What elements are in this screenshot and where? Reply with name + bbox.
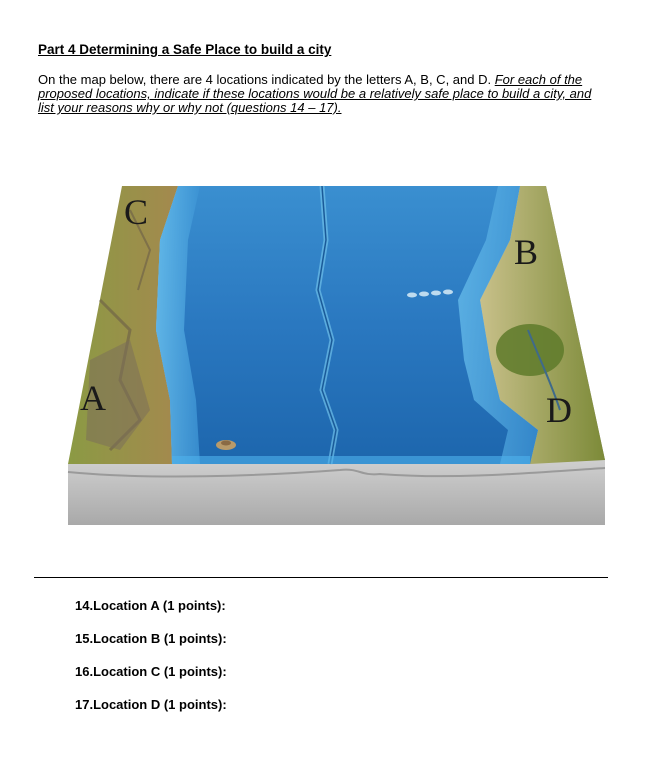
instructions-plain: On the map below, there are 4 locations indicated by the letters A, B, C, and D. <box>38 72 495 87</box>
location-label-b: B <box>514 232 539 272</box>
instructions-paragraph <box>38 73 598 115</box>
ocean-floor-illustration <box>60 180 612 532</box>
section-divider <box>34 577 608 578</box>
page-heading: Part 4 Determining a Safe Place to build a city <box>38 42 332 57</box>
volcano-peak <box>221 441 231 446</box>
location-label-a: A <box>80 378 106 418</box>
forest-patch <box>496 324 564 376</box>
question-16: 16.Location C (1 points): <box>75 664 227 679</box>
location-label-c: C <box>124 192 149 232</box>
question-15: 15.Location B (1 points): <box>75 631 227 646</box>
water-front-edge <box>172 456 530 464</box>
ocean-floor-map <box>60 180 612 532</box>
instructions-emphasis: For each of the proposed locations, indicate if these locations would be a relatively safe place to build a city, and list your reasons why or why not (questions 14 – 17). <box>38 72 592 115</box>
question-list <box>75 596 227 728</box>
location-label-d: D <box>546 390 572 430</box>
question-14: 14.Location A (1 points): <box>75 598 226 613</box>
question-17: 17.Location D (1 points): <box>75 697 227 712</box>
